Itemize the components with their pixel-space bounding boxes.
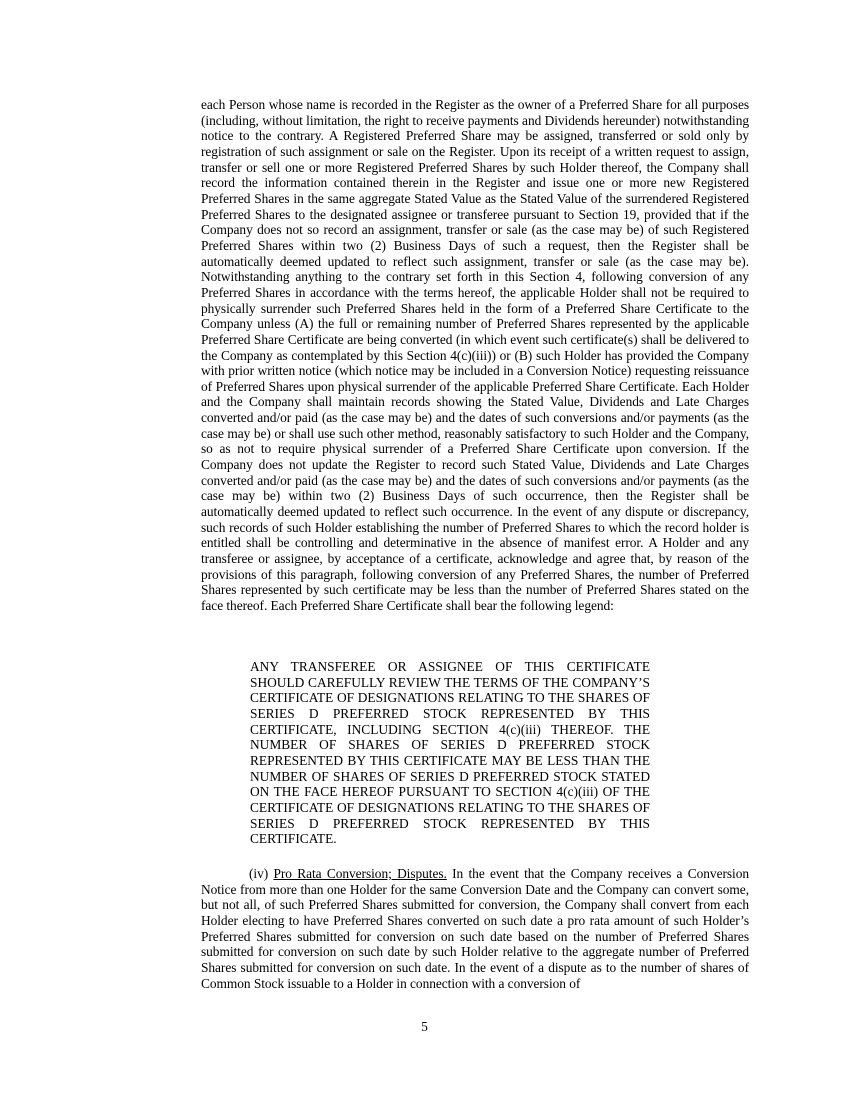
section-iv-text: In the event that the Company receives a Conversion Notice from more than one Holder for the same Conversion Date and the Company can convert some, but not all, of such Preferred Shares submitted for conversion, the Company shall convert from each Holder electing to have Preferred Shares converted on such date a pro rata amount of such Holder’s Preferred Shares submitted for conversion on such date based on the number of Preferred Shares submitted for conversion on such date by such Holder relative to the aggregate number of Preferred Shares submitted for conversion on such date. In the event of a dispute as to the number of shares of Common Stock issuable to a Holder in connection with a conversion of xyxy=(201,866,749,991)
certificate-legend: ANY TRANSFEREE OR ASSIGNEE OF THIS CERTIFICATE SHOULD CAREFULLY REVIEW THE TERMS OF THE COMPANY’S CERTIFICATE OF DESIGNATIONS RELATING TO THE SHARES OF SERIES D PREFERRED STOCK REPRESENTED BY THIS CERTIFICATE, INCLUDING SECTION 4(c)(iii) THEREOF. THE NUMBER OF SHARES OF SERIES D PREFERRED STOCK REPRESENTED BY THIS CERTIFICATE MAY BE LESS THAN THE NUMBER OF SHARES OF SERIES D PREFERRED STOCK STATED ON THE FACE HEREOF PURSUANT TO SECTION 4(c)(iii) OF THE CERTIFICATE OF DESIGNATIONS RELATING TO THE SHARES OF SERIES D PREFERRED STOCK REPRESENTED BY THIS CERTIFICATE. xyxy=(250,659,650,847)
section-iv-paragraph xyxy=(201,866,749,991)
body-paragraph: each Person whose name is recorded in the Register as the owner of a Preferred Share for all purposes (including, without limitation, the right to receive payments and Dividends hereunder) notwithstanding notice to the contrary. A Registered Preferred Share may be assigned, transferred or sold only by registration of such assignment or sale on the Register. Upon its receipt of a written request to assign, transfer or sell one or more Registered Preferred Shares by such Holder thereof, the Company shall record the information contained therein in the Register and issue one or more new Registered Preferred Shares in the same aggregate Stated Value as the Stated Value of the surrendered Registered Preferred Shares to the designated assignee or transferee pursuant to Section 19, provided that if the Company does not so record an assignment, transfer or sale (as the case may be) of such Registered Preferred Shares within two (2) Business Days of such a request, then the Register shall be automatically deemed updated to reflect such assignment, transfer or sale (as the case may be). Notwithstanding anything to the contrary set forth in this Section 4, following conversion of any Preferred Shares in accordance with the terms hereof, the applicable Holder shall not be required to physically surrender such Preferred Shares held in the form of a Preferred Share Certificate to the Company unless (A) the full or remaining number of Preferred Shares represented by the applicable Preferred Share Certificate are being converted (in which event such certificate(s) shall be delivered to the Company as contemplated by this Section 4(c)(iii)) or (B) such Holder has provided the Company with prior written notice (which notice may be included in a Conversion Notice) requesting reissuance of Preferred Shares upon physical surrender of the applicable Preferred Share Certificate. Each Holder and the Company shall maintain records showing the Stated Value, Dividends and Late Charges converted and/or paid (as the case may be) and the dates of such conversions and/or payments (as the case may be) or shall use such other method, reasonably satisfactory to such Holder and the Company, so as not to require physical surrender of a Preferred Share Certificate upon conversion. If the Company does not update the Register to record such Stated Value, Dividends and Late Charges converted and/or paid (as the case may be) and the dates of such conversions and/or payments (as the case may be) within two (2) Business Days of such occurrence, then the Register shall be automatically deemed updated to reflect such occurrence. In the event of any dispute or discrepancy, such records of such Holder establishing the number of Preferred Shares to which the record holder is entitled shall be controlling and determinative in the absence of manifest error. A Holder and any transferee or assignee, by acceptance of a certificate, acknowledge and agree that, by reason of the provisions of this paragraph, following conversion of any Preferred Shares, the number of Preferred Shares represented by such certificate may be less than the number of Preferred Shares stated on the face thereof. Each Preferred Share Certificate shall bear the following legend: xyxy=(201,97,749,613)
section-iv-heading: Pro Rata Conversion; Disputes. xyxy=(273,866,447,881)
page-number: 5 xyxy=(421,1019,428,1034)
section-iv-number: (iv) xyxy=(249,866,274,881)
